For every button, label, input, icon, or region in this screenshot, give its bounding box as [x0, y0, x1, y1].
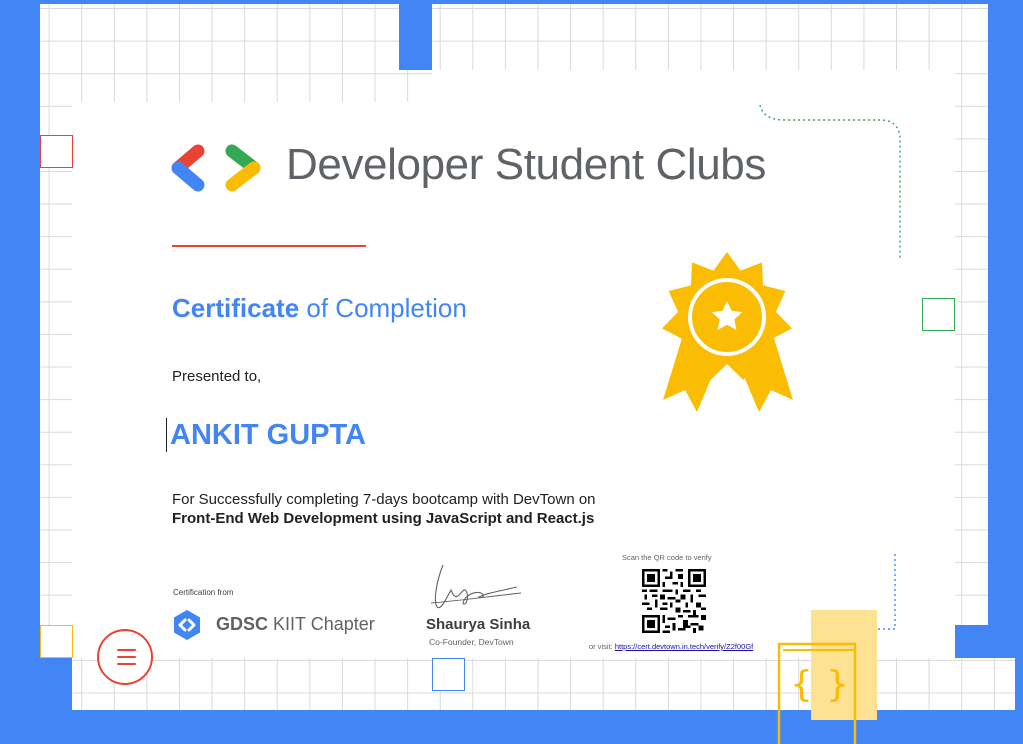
- signer-role: Co-Founder, DevTown: [429, 637, 514, 647]
- qr-caption: Scan the QR code to verify: [622, 553, 712, 562]
- qr-code-icon[interactable]: [642, 569, 706, 633]
- description-line-2: Front-End Web Development using JavaScript and React.js: [172, 510, 595, 527]
- blue-bottom-right-block: [955, 625, 1015, 658]
- gdsc-name-bold: GDSC: [216, 614, 269, 634]
- certificate-description: [172, 490, 596, 528]
- menu-icon-bar: [117, 656, 136, 658]
- dsc-logo-icon: [170, 143, 270, 193]
- curly-braces-icon: [776, 640, 858, 744]
- gdsc-name-rest: KIIT Chapter: [268, 614, 375, 634]
- certificate-title-bold: Certificate: [172, 293, 300, 323]
- visit-prefix: or visit:: [589, 642, 615, 651]
- signature-icon: [425, 555, 525, 615]
- blue-border-left: [0, 0, 8, 744]
- presented-label: Presented to,: [172, 368, 262, 385]
- page-title: Developer Student Clubs: [286, 140, 766, 189]
- red-divider: [172, 245, 366, 247]
- certificate-title: [172, 293, 467, 324]
- signer-name: Shaurya Sinha: [426, 616, 531, 633]
- description-line-1: For Successfully completing 7-days bootcamp with DevTown on: [172, 491, 596, 508]
- red-outline-square: [40, 135, 73, 168]
- certification-from-label: Certification from: [173, 588, 234, 597]
- blue-top-notch: [399, 4, 432, 70]
- gdsc-hexagon-icon: [172, 609, 202, 641]
- verify-line: [589, 642, 761, 651]
- blue-bottom-left-block: [40, 658, 72, 710]
- blue-border-bottom: [0, 739, 1023, 744]
- blue-top-right-block: [988, 4, 1015, 658]
- blue-outline-square: [432, 658, 465, 691]
- yellow-outline-square: [40, 625, 73, 658]
- recipient-name: ANKIT GUPTA: [166, 418, 366, 452]
- menu-icon-bar: [117, 663, 136, 665]
- menu-icon-bar: [117, 649, 136, 651]
- green-outline-square: [922, 298, 955, 331]
- gdsc-chapter-name: [216, 614, 375, 635]
- green-dotted-curve: [755, 100, 905, 265]
- blue-border-right: [1015, 0, 1023, 744]
- blue-top-left-block: [8, 4, 40, 710]
- svg-text:}: }: [826, 664, 849, 705]
- menu-button[interactable]: [97, 629, 153, 685]
- svg-text:{: {: [790, 664, 813, 705]
- award-badge-icon: [655, 250, 800, 420]
- content-panel-top-extension: [432, 70, 955, 103]
- verify-link[interactable]: https://cert.devtown.in.tech/verify/Z2f00Gf: [614, 642, 754, 651]
- certificate-title-rest: of Completion: [299, 293, 467, 323]
